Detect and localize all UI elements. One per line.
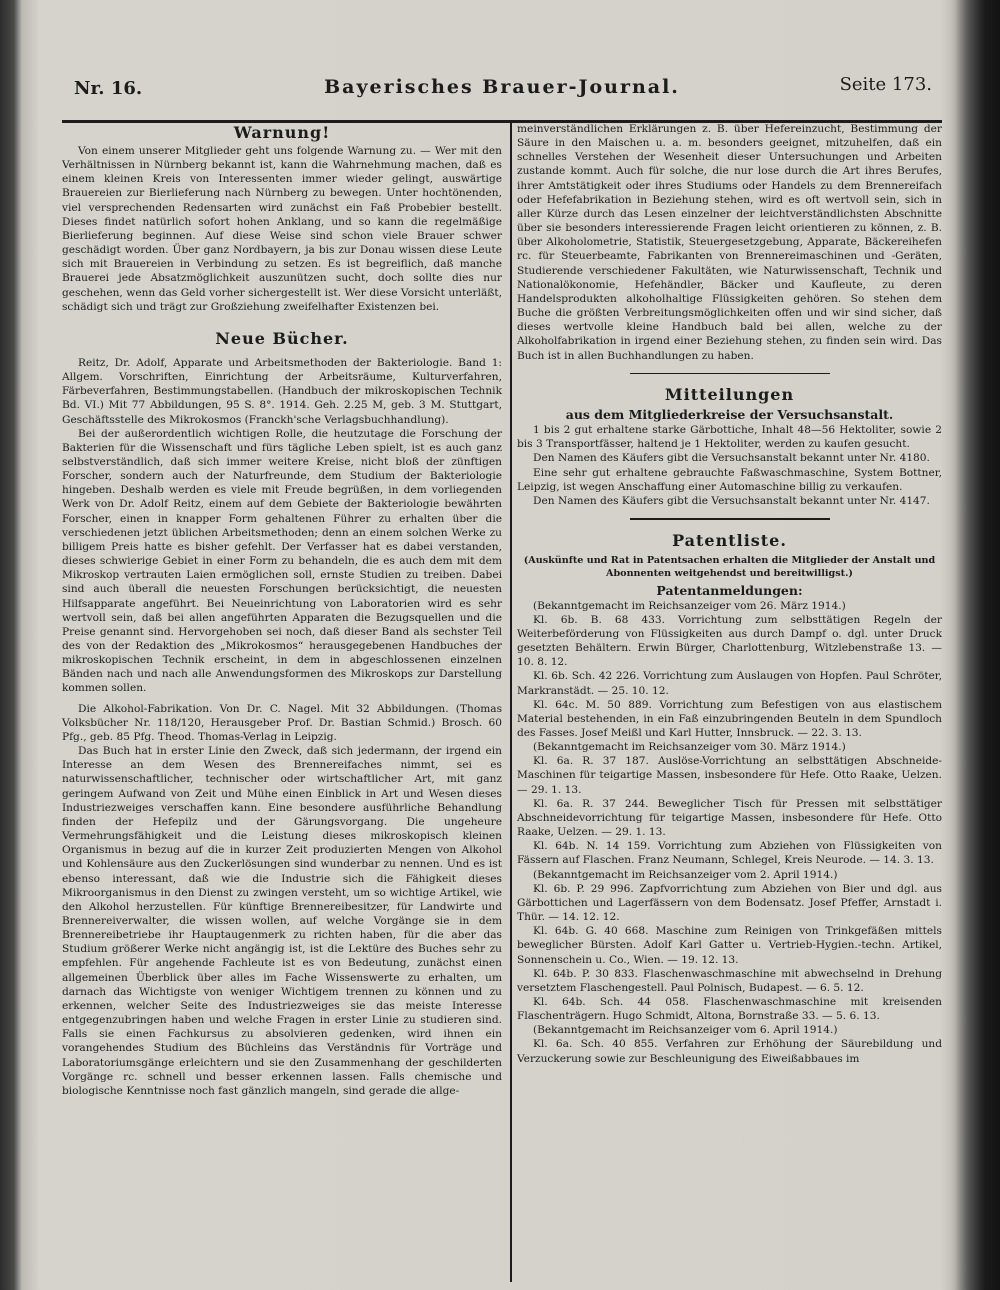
mitteilung-4: Den Namen des Käufers gibt die Versuchsanstalt bekannt unter Nr. 4147. (533, 494, 930, 507)
patent-entry: Kl. 64b. P. 30 833. Flaschenwaschmaschine mit abwechselnd in Drehung versetztem Flaschengestell. Paul Polnisch, Budapest. — 6. 5. 12. (517, 967, 942, 994)
section-rule-2 (630, 518, 830, 520)
mitteilungen-heading: Mitteilungen (664, 385, 795, 405)
left-column (62, 122, 502, 1098)
patent-entry: Kl. 6b. B. 68 433. Vorrichtung zum selbsttätigen Regeln der Weiterbeförderung von Flüssigkeiten aus durch Dampf o. dgl. unter Druck gesetzten Behältern. Erwin Bürger, Charlottenburg, Witzlebenstraße 13. — 10. 8. 12. (517, 613, 942, 669)
journal-page (62, 62, 942, 1287)
mitteilung-3: Eine sehr gut erhaltene gebrauchte Faßwaschmaschine, System Bottner, Leipzig, ist wegen Anschaffung einer Automaschine billig zu verkaufen. (517, 466, 942, 493)
mitteilung-2: Den Namen des Käufers gibt die Versuchsanstalt bekannt unter Nr. 4180. (533, 452, 930, 465)
announcement-date: (Bekanntgemacht im Reichsanzeiger vom 6. April 1914.) (533, 1024, 838, 1037)
binding-shadow (950, 0, 1000, 1290)
continued-review: meinverständlichen Erklärungen z. B. über Hefereinzucht, Bestimmung der Säure in den Maischen u. a. m. besonders geeignet, mitzuhelfen, daß ein schnelles Verstehen der Wesenheit dieser Untersuchungen und Arbeiten zustande kommt. Auch für solche, die nur lose durch die Art ihres Berufes, ihrer Amtstätigkeit oder ihres Studiums oder Handels zu dem Brennereifach oder Hefefabrikation in Beziehung stehen, wird es oft wertvoll sein, sich in aller Kürze durch das Lesen einzelner der leichtverständlichsten Abschnitte über sie besonders interessierende Fragen leicht orientieren zu können, z. B. über Alkoholometrie, Statistik, Steuergesetzgebung, Apparate, Bäckereihefen rc. für Steuerbeamte, Fabrikanten von Brennereimaschinen und -Geräten, Studierende verschiedener Fakultäten, wie Naturwissenschaft, Technik und Nationalökonomie, Hefehändler, Bäcker und Kaufleute, zu deren Handelsprodukten alkoholhaltige Flüssigkeiten gehören. So stehen dem Buche die größten Verbreitungsmöglichkeiten offen und wir sind sicher, daß dieses wertvolle kleine Handbuch bald bei allen, welche zu der Alkoholfabrikation in irgend einer Beziehung stehen, zu finden sein wird. Das Buch ist in allen Buchhandlungen zu haben. (517, 123, 942, 362)
announcement-date: (Bekanntgemacht im Reichsanzeiger vom 26. März 1914.) (533, 599, 846, 612)
column-divider (510, 120, 512, 1282)
page-header (62, 68, 942, 104)
announcement-date: (Bekanntgemacht im Reichsanzeiger vom 2. April 1914.) (533, 868, 838, 881)
patentliste-heading: Patentliste. (672, 530, 787, 550)
section-rule (630, 373, 830, 375)
warnung-heading: Warnung! (233, 123, 331, 142)
patent-entry: Kl. 6a. R. 37 244. Beweglicher Tisch für Pressen mit selbsttätiger Abschneidevorrichtung für teigartige Massen, insbesondere für Hefe. Otto Raake, Uelzen. — 29. 1. 13. (517, 797, 942, 839)
right-column (517, 122, 942, 1066)
patent-entry: Kl. 64b. Sch. 44 058. Flaschenwaschmaschine mit kreisenden Flaschenträgern. Hugo Schmidt, Altona, Bornstraße 33. — 5. 6. 13. (517, 995, 942, 1023)
neue-buecher-heading: Neue Bücher. (215, 328, 349, 348)
patentanmeldungen-heading: Patentanmeldungen: (656, 582, 803, 598)
mitteilungen-subheading: aus dem Mitgliederkreise der Versuchsanstalt. (565, 407, 894, 423)
patent-entry: Kl. 6b. P. 29 996. Zapfvorrichtung zum Abziehen von Bier und dgl. aus Gärbottichen und Lagerfässern von dem Bodensatz. Josef Pfeffer, Arnstadt i. Thür. — 14. 12. 12. (517, 882, 942, 924)
issue-number: Nr. 16. (74, 78, 143, 99)
patent-entry: Kl. 6b. Sch. 42 226. Vorrichtung zum Auslaugen von Hopfen. Paul Schröter, Markranstädt. — 25. 10. 12. (517, 670, 942, 697)
journal-title: Bayerisches Brauer-Journal. (324, 76, 680, 98)
announcement-date: (Bekanntgemacht im Reichsanzeiger vom 30. März 1914.) (533, 741, 846, 754)
patent-note: (Auskünfte und Rat in Patentsachen erhalten die Mitglieder der Anstalt und Abonnenten weitgehendst und bereitwilligst.) (523, 554, 936, 579)
book1-review: Bei der außerordentlich wichtigen Rolle, die heutzutage die Forschung der Bakterien für die Wissenschaft und fürs tägliche Leben spielt, ist es auch ganz selbstverständlich, daß sich immer weitere Kreise, nicht bloß der zünftigen Forscher, sondern auch der Naturfreunde, dem Studium der Bakteriologie hingeben. Deshalb werden es viele mit Freude begrüßen, in dem vorliegenden Werk von Dr. Adolf Reitz, einem auf dem Gebiete der Bakteriologie bewährten Forscher, einen in knapper Form gehaltenen Führer zu erhalten über die verschiedenen jetzt üblichen Arbeitsmethoden; denn an einem solchen Werke zu billigem Preis hatte es bisher gefehlt. Der Verfasser hat es dabei verstanden, dieses schwierige Gebiet in einer Form zu behandeln, die es auch dem mit dem Mikroskop vertrauten Laien ermöglichen soll, ernste Studien zu treiben. Dabei sind auch überall die neuesten Forschungen berücksichtigt, die neuesten Hilfsapparate angeführt. Bei Neueinrichtung von Laboratorien wird es sehr wertvoll sein, daß bei allen angeführten Apparaten die Bezugsquellen und die Preise genannt sind. Hervorgehoben sei noch, daß dieser Band als sechster Teil des von der Redaktion des „Mikrokosmos“ herausgegebenen Handbuches der mikroskopischen Technik erscheint, in dem in abgeschlossenen einzelnen Bänden nach und nach alle Anwendungsformen des Mikroskops zur Darstellung kommen sollen. (62, 427, 502, 695)
patent-entry: Kl. 6a. R. 37 187. Auslöse-Vorrichtung an selbsttätigen Abschneide-Maschinen für teigartige Massen, insbesondere für Hefe. Otto Raake, Uelzen. — 29. 1. 13. (517, 755, 942, 796)
patent-entry: Kl. 6a. Sch. 40 855. Verfahren zur Erhöhung der Säurebildung und Verzuckerung sowie zur Beschleunigung des Eiweißabbaues im (517, 1038, 942, 1065)
patent-entry: Kl. 64c. M. 50 889. Vorrichtung zum Befestigen von aus elastischem Material bestehenden, in ein Faß einzubringenden Beuteln in dem Spundloch des Fasses. Josef Meißl und Karl Hutter, Innsbruck. — 22. 3. 13. (517, 698, 942, 739)
patent-entry: Kl. 64b. G. 40 668. Maschine zum Reinigen von Trinkgefäßen mittels beweglicher Bürsten. Adolf Karl Gatter u. Vertrieb-Hygien.-techn. Artikel, Sonnenschein u. Co., Wien. — 19. 12. 13. (517, 925, 942, 966)
mitteilung-1: 1 bis 2 gut erhaltene starke Gärbottiche, Inhalt 48—56 Hektoliter, sowie 2 bis 3 Transportfässer, haltend je 1 Hektoliter, werden zu kaufen gesucht. (517, 424, 942, 451)
book1-entry: Reitz, Dr. Adolf, Apparate und Arbeitsmethoden der Bakteriologie. Band 1: Allgem. Vorschriften, Einrichtung der Arbeitsräume, Kulturverfahren, Färbeverfahren, Bestimmungstabellen. (Handbuch der mikroskopischen Technik Bd. VI.) Mit 77 Abbildungen, 95 S. 8°. 1914. Geh. 2.25 M, geb. 3 M. Stuttgart, Geschäftsstelle des Mikrokosmos (Franckh'sche Verlagsbuchhandlung). (62, 356, 502, 426)
patent-entry: Kl. 64b. N. 14 159. Vorrichtung zum Abziehen von Flüssigkeiten von Fässern auf Flaschen. Franz Neumann, Schlegel, Kreis Neurode. — 14. 3. 13. (517, 840, 942, 867)
page-number: Seite 173. (839, 74, 932, 95)
warnung-text: Von einem unserer Mitglieder geht uns folgende Warnung zu. — Wer mit den Verhältnissen in Nürnberg bekannt ist, kann die Wahrnehmung machen, daß es einem kleinen Kreis von Interessenten immer wieder gelingt, auswärtige Brauereien zur Bierlieferung nach Nürnberg zu bewegen. Unter hochtönenden, viel versprechenden Redensarten wird zunächst ein Faß Probebier bestellt. Dieses findet natürlich sofort hohen Anklang, und so kann die regelmäßige Bierlieferung beginnen. Auf diese Weise sind schon viele Brauer schwer geschädigt worden. Über ganz Nordbayern, ja bis zur Donau wissen diese Leute sich mit Brauereien in Verbindung zu setzen. Es ist begreiflich, daß manche Brauerei jede Absatzmöglichkeit auszunützen sucht, doch sollte dies nur geschehen, wenn das Geld vorher sichergestellt ist. Wer diese Vorsicht unterläßt, schädigt sich und trägt zur Großziehung zweifelhafter Existenzen bei. (62, 145, 502, 313)
book2-entry: Die Alkohol-Fabrikation. Von Dr. C. Nagel. Mit 32 Abbildungen. (Thomas Volksbücher Nr. 118/120, Herausgeber Prof. Dr. Bastian Schmid.) Brosch. 60 Pfg., geb. 85 Pfg. Theod. Thomas-Verlag in Leipzig. (62, 702, 502, 743)
book2-review: Das Buch hat in erster Linie den Zweck, daß sich jedermann, der irgend ein Interesse an dem Wesen des Brennereifaches nimmt, sei es naturwissenschaftlicher, technischer oder wirtschaftlicher Art, mit ganz geringem Aufwand von Zeit und Mühe einen Einblick in Art und Wesen dieses Industriezweiges verschaffen kann. Eine besondere ausführliche Behandlung finden der Hefepilz und der Gärungsvorgang. Die ungeheure Vermehrungsfähigkeit und die Leistung dieses mikroskopisch kleinen Organismus in bezug auf die in kurzer Zeit produzierten Mengen von Alkohol und Kohlensäure aus den Zuckerlösungen sind wunderbar zu nennen. Und es ist ebenso interessant, daß wie die Industrie sich die Fähigkeit dieses Mikroorganismus in den Dienst zu zwingen versteht, um so wichtige Artikel, wie den Alkohol herzustellen. Für künftige Brennereibesitzer, für Landwirte und Brennereiverwalter, die wissen wollen, auf welche Vorgänge sie in dem Brennereibetriebe ihr Hauptaugenmerk zu richten haben, für die aber das Studium größerer Werke nicht angängig ist, ist die Lektüre des Buches sehr zu empfehlen. Für angehende Fachleute ist es von Bedeutung, zunächst einen allgemeinen Überblick über alles im Fache Wissenswerte zu erhalten, um darnach das Wichtigste von weniger Wichtigem trennen zu können und zu erkennen, welcher Seite des Industriezweiges sie das meiste Interesse entgegenzubringen haben und welche Fragen in erster Linie zu studieren sind. Falls sie einen Fachkursus zu absolvieren gedenken, wird ihnen ein vorangehendes Studium des Büchleins das Verständnis für Vorträge und Laboratoriumsgänge erleichtern und sie den Zusammenhang der geschilderten Vorgänge rc. schnell und besser erkennen lassen. Falls chemische und biologische Kenntnisse noch fast gänzlich mangeln, sind gerade die allge- (62, 745, 502, 1097)
